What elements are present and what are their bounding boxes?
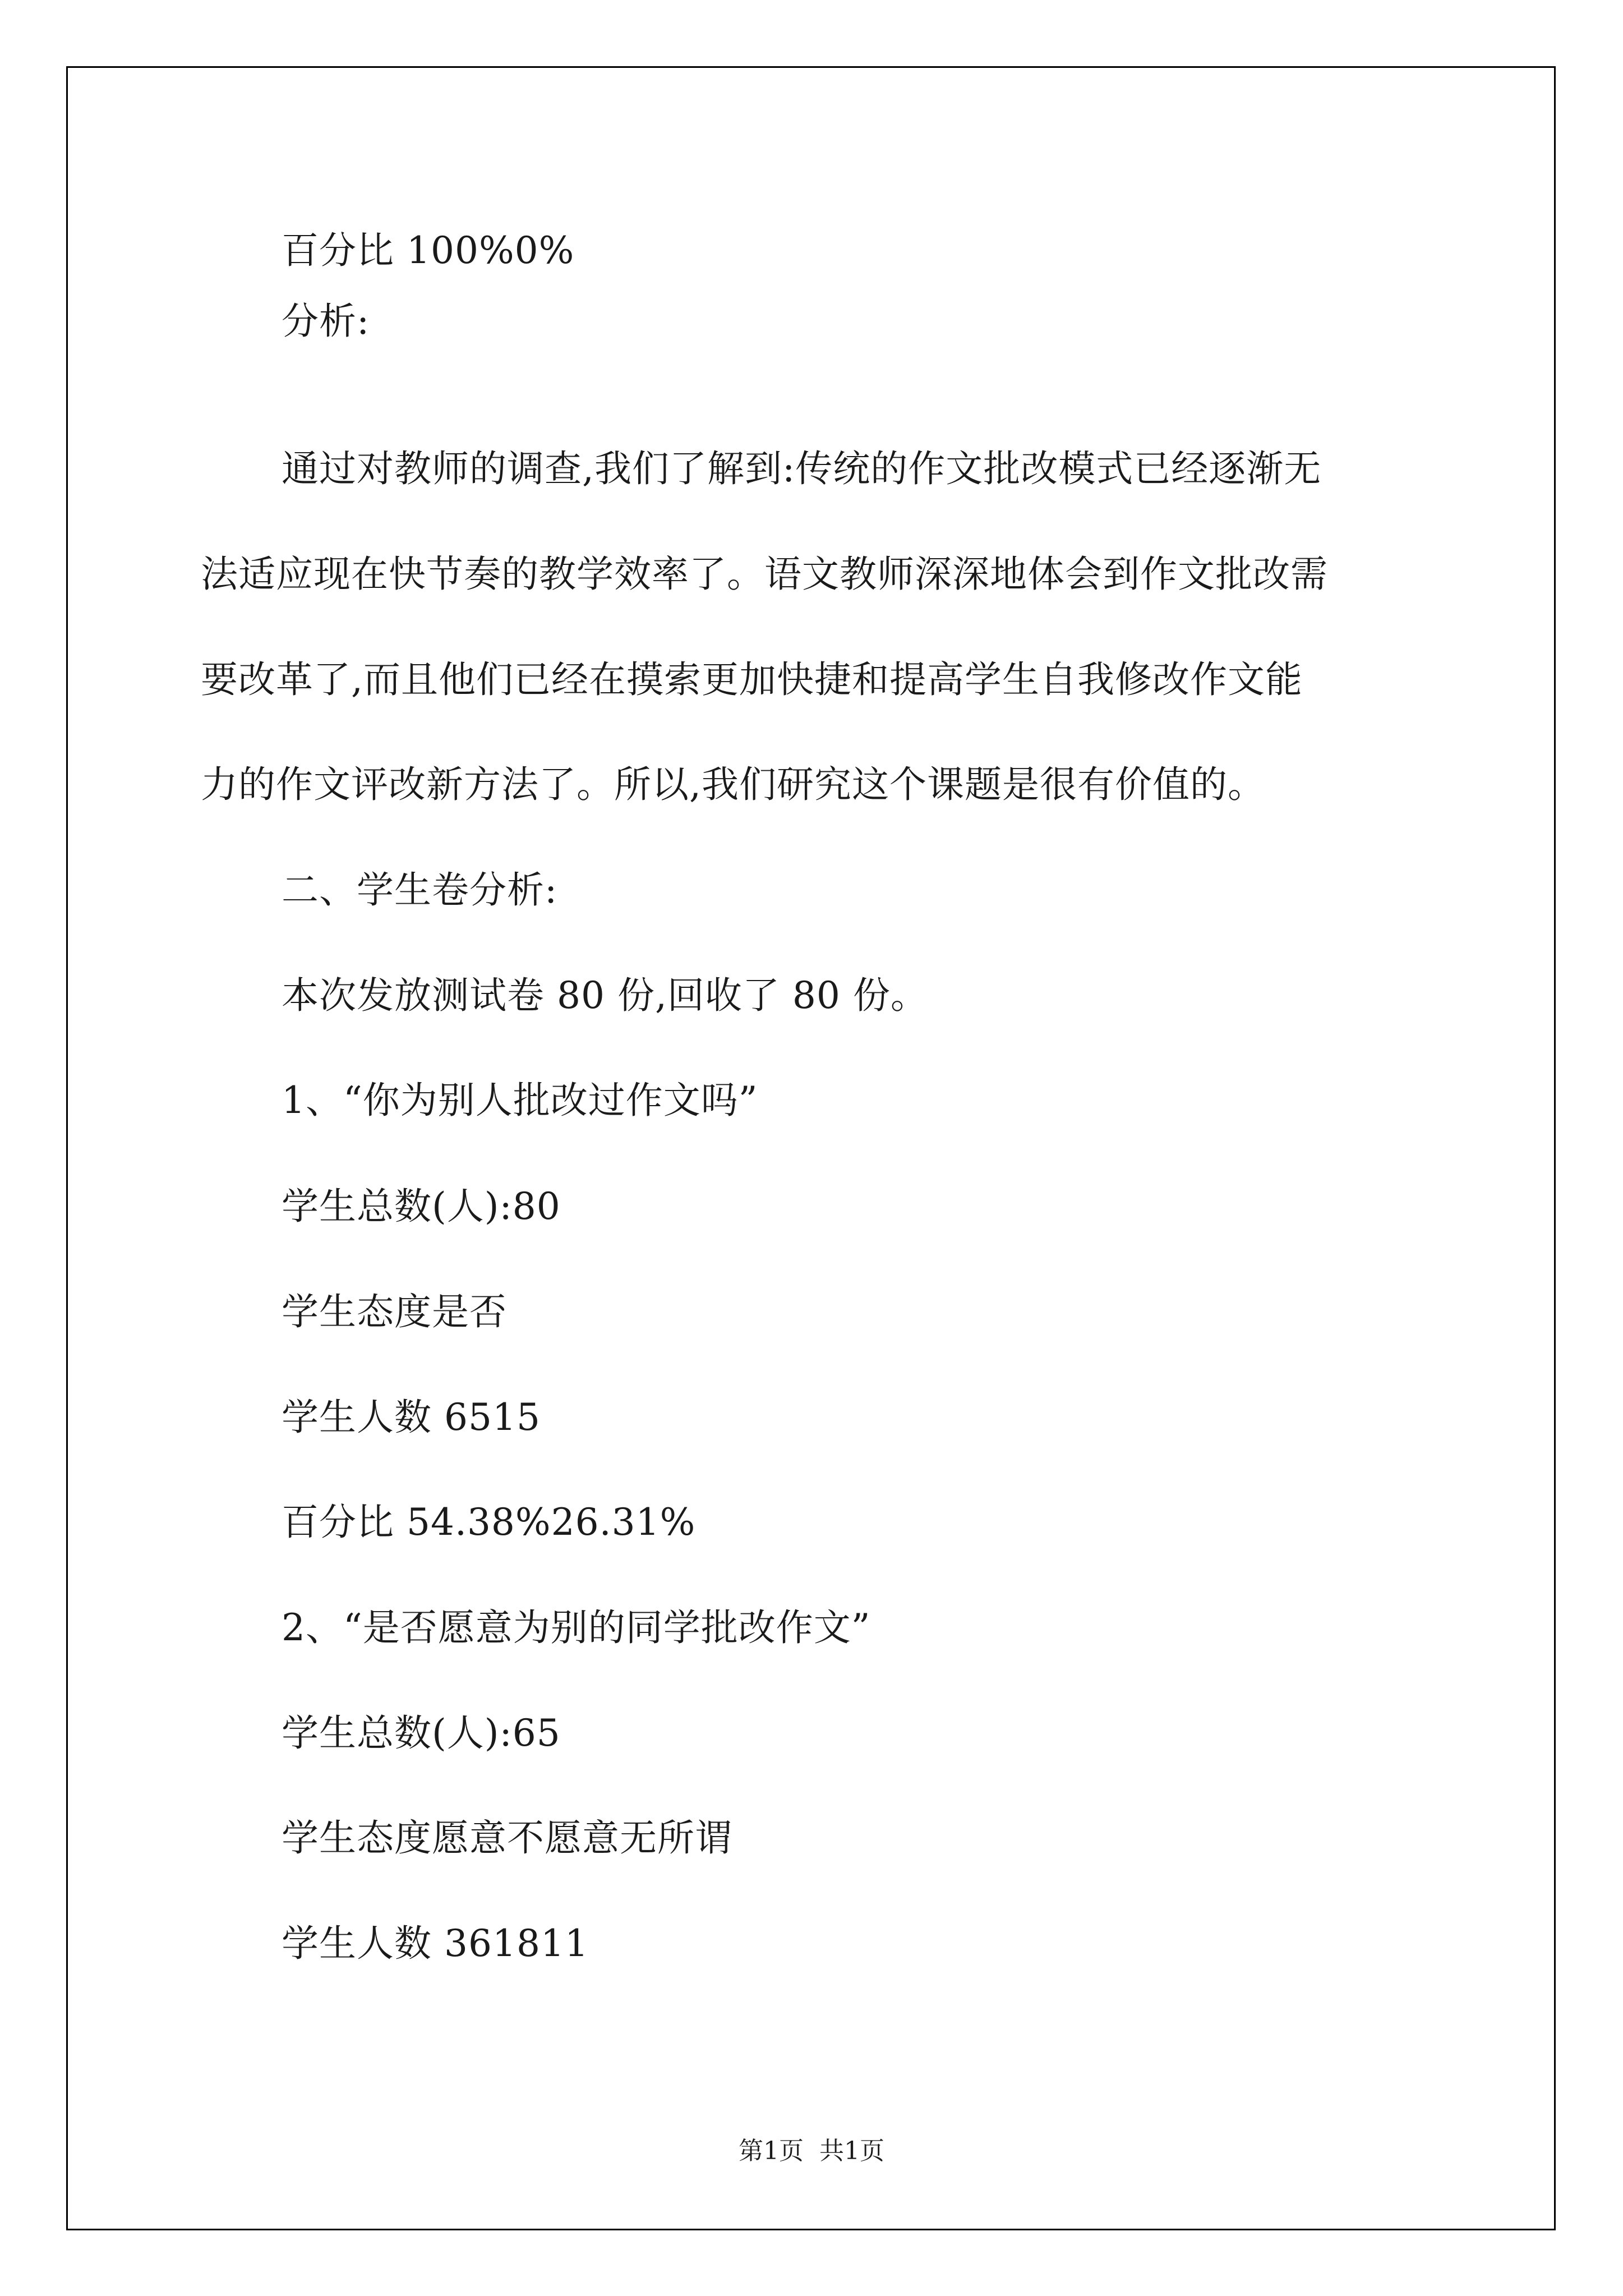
- page-border: [66, 66, 1556, 2230]
- line-analysis-heading: 分析:: [282, 300, 370, 343]
- line-survey-count: 本次发放测试卷 80 份,回收了 80 份。: [282, 974, 928, 1017]
- q2-total-students: 学生总数(人):65: [282, 1711, 561, 1755]
- q1-attitude: 学生态度是否: [282, 1290, 507, 1333]
- page-footer: 第1页 共1页: [739, 2137, 884, 2165]
- q2-student-count: 学生人数 361811: [282, 1922, 589, 1965]
- paragraph-line-1: 通过对教师的调查,我们了解到:传统的作文批改模式已经逐渐无: [282, 447, 1322, 490]
- line-percentage-teacher: 百分比 100%0%: [282, 229, 575, 272]
- section-heading-student: 二、学生卷分析:: [282, 868, 558, 912]
- paragraph-line-2: 法适应现在快节奏的教学效率了。语文教师深深地体会到作文批改需: [201, 553, 1328, 596]
- paragraph-line-3: 要改革了,而且他们已经在摸索更加快捷和提高学生自我修改作文能: [201, 658, 1303, 701]
- q1-percentage: 百分比 54.38%26.31%: [282, 1501, 696, 1544]
- q1-total-students: 学生总数(人):80: [282, 1185, 561, 1228]
- question-1: 1、“你为别人批改过作文吗”: [282, 1079, 758, 1122]
- q2-attitude: 学生态度愿意不愿意无所谓: [282, 1816, 732, 1860]
- q1-student-count: 学生人数 6515: [282, 1396, 541, 1439]
- question-2: 2、“是否愿意为别的同学批改作文”: [282, 1606, 871, 1649]
- paragraph-line-4: 力的作文评改新方法了。所以,我们研究这个课题是很有价值的。: [201, 763, 1265, 806]
